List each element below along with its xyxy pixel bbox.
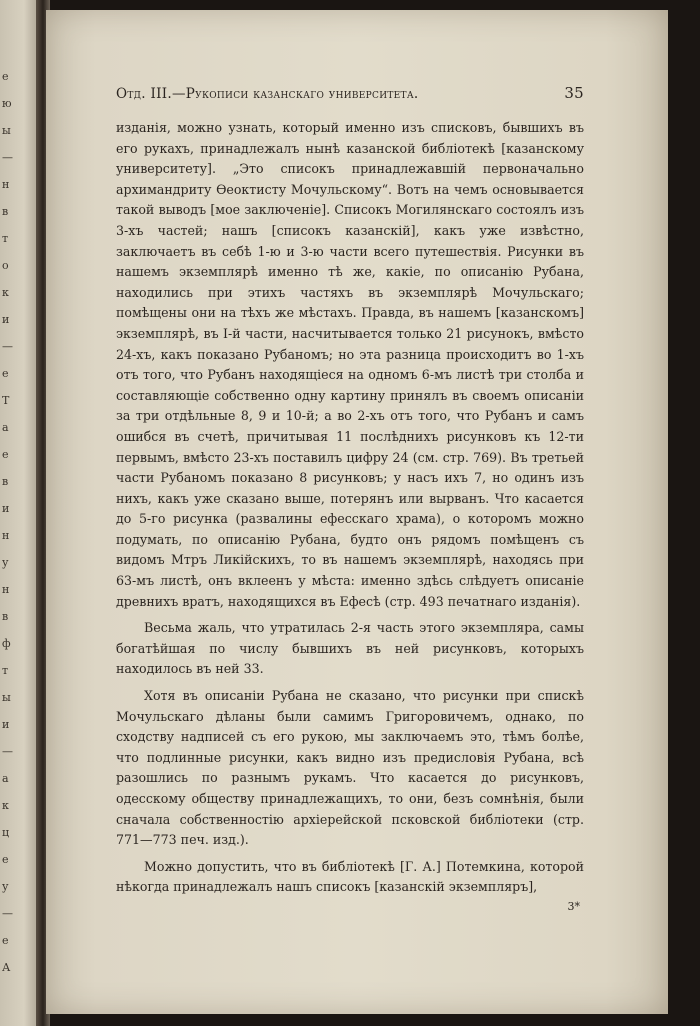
left-page-fragment: к — [2, 286, 9, 299]
left-page-fragment: ю — [2, 97, 12, 110]
book-page — [46, 10, 668, 1014]
left-page-fragment: — — [2, 907, 13, 920]
left-page-fragment: ы — [2, 691, 11, 704]
running-head — [116, 84, 584, 102]
left-page-fragment: о — [2, 259, 9, 272]
left-page-fragment: е — [2, 853, 9, 866]
left-page-fragment: — — [2, 745, 13, 758]
left-page-fragment: т — [2, 664, 9, 677]
paragraph: изданія, можно узнать, который именно изъ списковъ, бывшихъ въ его рукахъ, принадлежалъ нынѣ казанской библіотекѣ [казанскому университету]. „Это списокъ принадлежавшій первоначально архимандриту Ѳеоктисту Мочульскому“. Вотъ на чемъ основывается такой выводъ [мое заключеніе]. Списокъ Могилянскаго состоялъ изъ 3-хъ частей; нашъ [списокъ казанскій], какъ уже извѣстно, заключаетъ въ себѣ 1-ю и 3-ю части всего путешествія. Рисунки въ нашемъ экземплярѣ именно тѣ же, какіе, по описанію Рубана, находились при этихъ частяхъ въ экземплярѣ Мочульскаго; помѣщены они на тѣхъ же мѣстахъ. Правда, въ нашемъ [казанскомъ] экземплярѣ, въ I-й части, насчитывается только 21 рисунокъ, вмѣсто 24-хъ, какъ показано Рубаномъ; но эта разница происходитъ во 1-хъ отъ того, что Рубанъ находящіеся на одномъ 6-мъ листѣ три столба и составляющіе собственно одну картину принялъ въ своемъ описаніи за три отдѣльные 8, 9 и 10-й; а во 2-хъ отъ того, что Рубанъ и самъ ошибся въ счетѣ, причитывая 11 послѣднихъ рисунковъ къ 12-ти первымъ, вмѣсто 23-хъ поставилъ цифру 24 (см. стр. 769). Въ третьей части Рубаномъ показано 8 рисунковъ; у насъ ихъ 7, но одинъ изъ нихъ, какъ уже сказано выше, потерянъ или вырванъ. Что касается до 5-го рисунка (развалины ефесскаго храма), о которомъ можно подумать, по описанію Рубана, будто онъ рядомъ помѣщенъ съ видомъ Мтръ Ликійскихъ, то въ нашемъ экземплярѣ, находясь при 63-мъ листѣ, онъ вклеенъ у мѣста: именно здѣсь слѣдуетъ описаніе древнихъ вратъ, находящихся въ Ефесѣ (стр. 493 печатнаго изданія). — [116, 120, 584, 609]
left-page-fragment: н — [2, 178, 10, 191]
signature-mark: 3* — [567, 899, 580, 913]
left-page-fragment: в — [2, 610, 9, 623]
left-page-fragment: е — [2, 367, 9, 380]
left-page-fragment: т — [2, 232, 9, 245]
left-facing-page — [0, 0, 40, 1026]
left-page-fragment: и — [2, 718, 10, 731]
left-page-fragment: е — [2, 448, 9, 461]
left-page-fragment: в — [2, 475, 9, 488]
left-page-fragment: — — [2, 340, 13, 353]
left-page-fragment: а — [2, 772, 9, 785]
left-page-fragment: ы — [2, 124, 11, 137]
left-page-fragment: ц — [2, 826, 10, 839]
left-page-fragment: А — [2, 961, 11, 974]
left-page-fragment: а — [2, 421, 9, 434]
left-page-fragment: в — [2, 205, 9, 218]
paragraph: Хотя въ описаніи Рубана не сказано, что рисунки при спискѣ Мочульскаго дѣланы были самимъ Григоровичемъ, однако, по сходству надписей съ его рукою, мы заключаемъ это, тѣмъ болѣе, что подлинные рисунки, какъ видно изъ предисловія Рубана, всѣ разошлись по разнымъ рукамъ. Что касается до рисунковъ, одесскому обществу принадлежащихъ, то они, безъ сомнѣнія, были сначала собственностію архіерейской псковской библіотеки (стр. 771—773 печ. изд.). — [116, 688, 584, 848]
running-head-title: Отд. III.—Рукописи казанскаго университета. — [116, 86, 419, 102]
page-content — [116, 84, 584, 913]
left-page-fragment: н — [2, 583, 10, 596]
left-page-fragment: у — [2, 556, 9, 569]
left-page-fragment: е — [2, 934, 9, 947]
left-page-fragment: — — [2, 151, 13, 164]
left-page-fragment: к — [2, 799, 9, 812]
paragraph: Можно допустить, что въ библіотекѣ [Г. А.] Потемкина, которой нѣкогда принадлежалъ нашъ списокъ [казанскій экземпляръ], — [116, 858, 584, 895]
left-page-fragment: у — [2, 880, 9, 893]
left-page-fragment: ф — [2, 637, 11, 650]
left-page-fragment: е — [2, 70, 9, 83]
left-page-fragment: н — [2, 529, 10, 542]
paragraph: Весьма жаль, что утратилась 2-я часть этого экземпляра, самы богатѣйшая по числу бывшихъ въ ней рисунковъ, которыхъ находилось въ ней 33. — [116, 620, 584, 677]
left-page-fragment: Т — [2, 394, 10, 407]
left-page-fragment: и — [2, 313, 10, 326]
page-number: 35 — [564, 84, 584, 102]
body-text — [116, 118, 584, 898]
left-page-fragment: и — [2, 502, 10, 515]
